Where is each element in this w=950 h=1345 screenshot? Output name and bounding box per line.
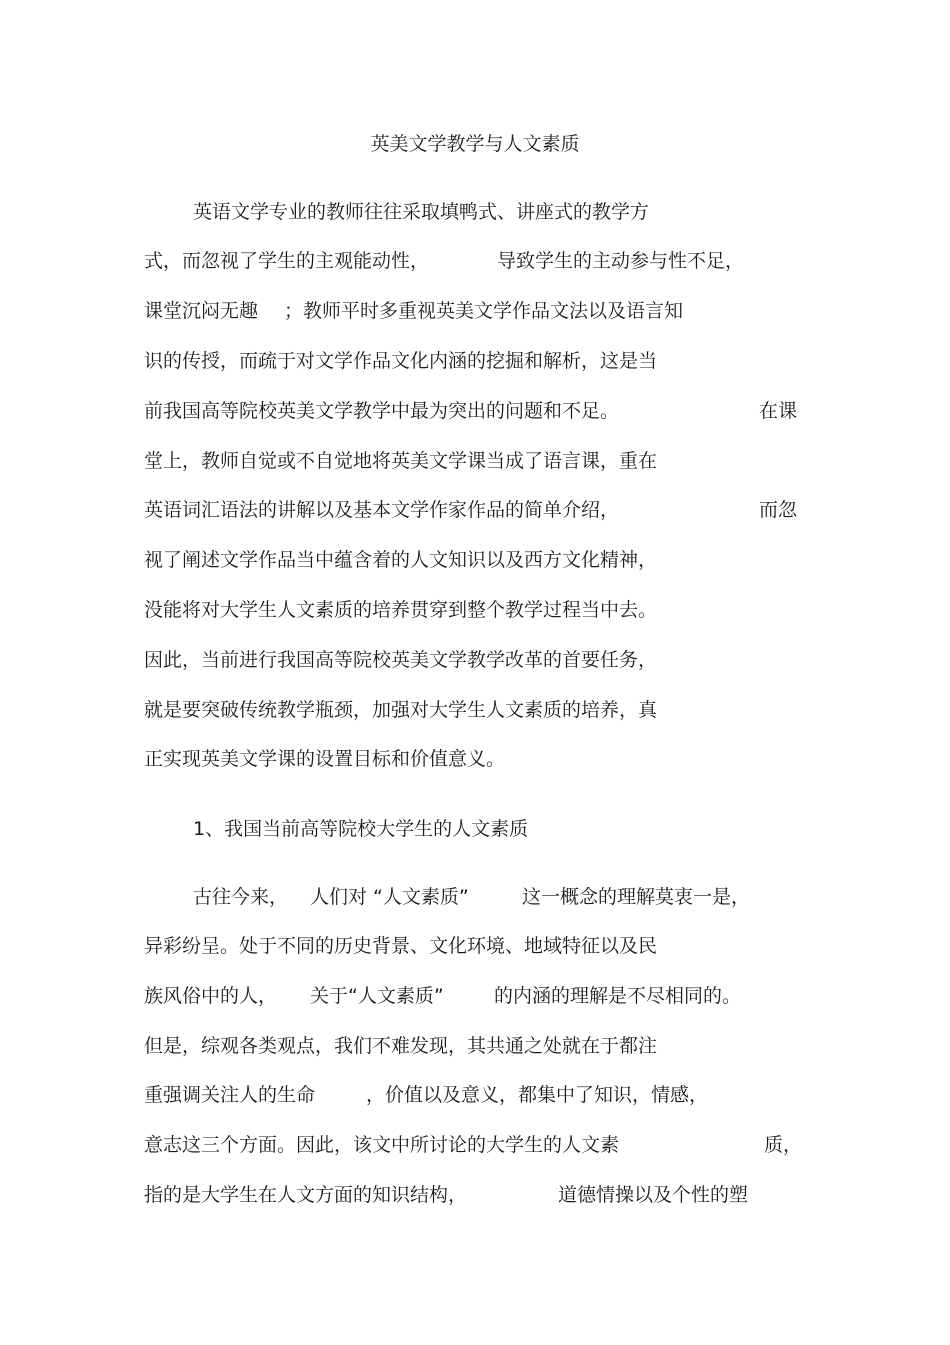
paragraph-1-line-1 [144,198,804,226]
text-segment: 道德情操以及个性的塑 [558,1184,749,1206]
paragraph-1-line-2 [144,247,804,275]
paragraph-2-line-5 [144,1081,804,1109]
text-segment: 族风俗中的人， [144,985,278,1007]
text-segment: ；教师平时多重视英美文学作品文法以及语言知 [284,300,684,322]
text-segment: 正实现英美文学课的设置目标和价值意义。 [144,748,506,770]
text-segment: 英语文学专业的教师往往采取填鸭式、讲座式的教学方 [193,201,650,223]
text-segment: 视了阐述文学作品当中蕴含着的人文知识以及西方文化精神， [144,549,658,571]
text-segment: 在课 [759,400,798,422]
paragraph-1-line-10 [144,646,804,674]
text-segment: 的内涵的理解是不尽相同的。 [494,985,742,1007]
paragraph-1-line-4 [144,347,804,375]
text-segment: 但是，综观各类观点，我们不难发现，其共通之处就在于都注 [144,1035,658,1057]
paragraph-1-line-6 [144,447,804,475]
text-segment: 就是要突破传统教学瓶颈，加强对大学生人文素质的培养，真 [144,699,658,721]
paragraph-1-line-7 [144,496,804,524]
text-segment: 堂上，教师自觉或不自觉地将英美文学课当成了语言课，重在 [144,450,658,472]
paragraph-1-line-3 [144,297,804,325]
paragraph-1-line-5 [144,397,804,425]
text-segment: 质， [764,1134,803,1156]
text-segment: 没能将对大学生人文素质的培养贯穿到整个教学过程当中去。 [144,599,658,621]
text-segment: 人们对 “人文素质” [310,886,469,908]
paragraph-1-line-8 [144,546,804,574]
text-segment: 异彩纷呈。处于不同的历史背景、文化环境、地域特征以及民 [144,935,658,957]
text-segment: ，价值以及意义，都集中了知识，情感， [366,1084,709,1106]
paragraph-2-line-1 [144,883,804,911]
text-segment: 古往今来， [193,886,289,908]
paragraph-1-line-12 [144,745,804,773]
document-title: 英美文学教学与人文素质 [370,133,580,155]
text-segment: 这一概念的理解莫衷一是， [522,886,751,908]
section-heading-1 [144,815,804,843]
text-segment: 导致学生的主动参与性不足， [497,250,745,272]
text-segment: 重强调关注人的生命 [144,1084,316,1106]
paragraph-1-line-9 [144,596,804,624]
text-segment: 关于“人文素质” [310,985,444,1007]
text-segment: 指的是大学生在人文方面的知识结构， [144,1184,468,1206]
text-segment: 课堂沉闷无趣 [144,300,259,322]
text-segment: 式，而忽视了学生的主观能动性， [144,250,430,272]
paragraph-2-line-6 [144,1131,804,1159]
text-segment: 而忽 [759,499,798,521]
text-segment: 因此，当前进行我国高等院校英美文学教学改革的首要任务， [144,649,658,671]
text-segment: 意志这三个方面。因此，该文中所讨论的大学生的人文素 [144,1134,620,1156]
text-segment: 前我国高等院校英美文学教学中最为突出的问题和不足。 [144,400,620,422]
text-segment: 识的传授，而疏于对文学作品文化内涵的挖掘和解析，这是当 [144,350,658,372]
paragraph-1-line-11 [144,696,804,724]
text-segment: 英语词汇语法的讲解以及基本文学作家作品的简单介绍， [144,499,620,521]
paragraph-2-line-2 [144,932,804,960]
paragraph-2-line-3 [144,982,804,1010]
section-heading-text: 1、我国当前高等院校大学生的人文素质 [193,818,529,840]
paragraph-2-line-7 [144,1181,804,1209]
paragraph-2-line-4 [144,1032,804,1060]
